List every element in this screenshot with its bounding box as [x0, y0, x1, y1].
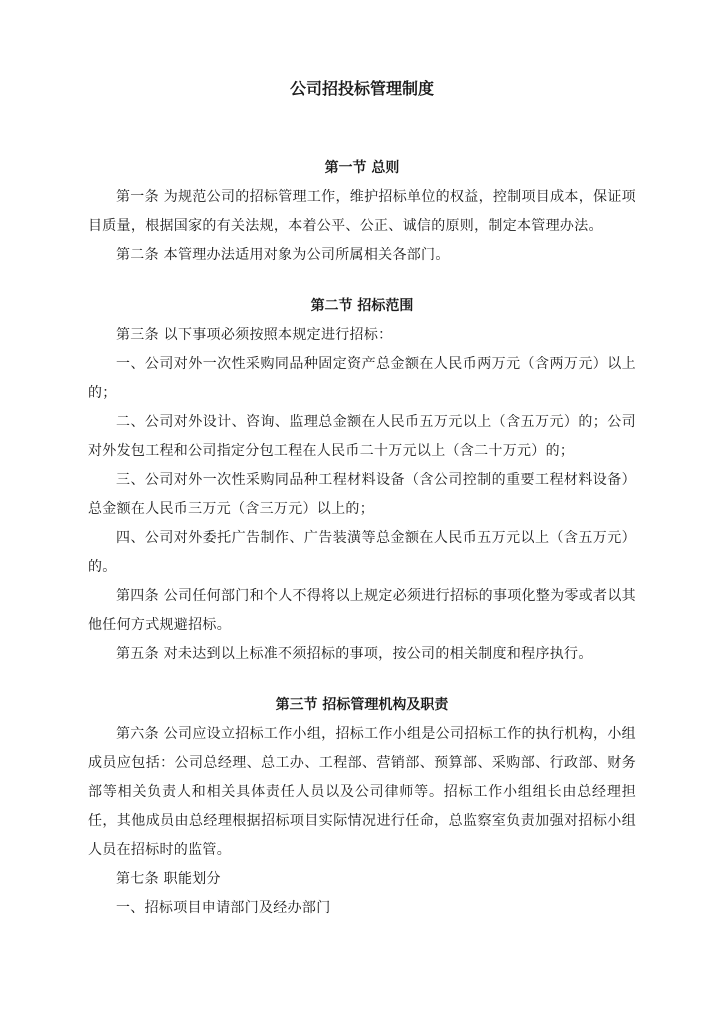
paragraph: 第六条 公司应设立招标工作小组，招标工作小组是公司招标工作的执行机构，小组成员应包括：公司总经理、总工办、工程部、营销部、预算部、采购部、行政部、财务部等相关负责人和相关具体责任人员以及公司律师等。招标工作小组组长由总经理担任，其他成员由总经理根据招标项目实际情况进行任命，总监察室负责加强对招标小组人员在招标时的监管。: [88, 726, 636, 858]
section-general: [88, 154, 636, 270]
document-title: 公司招投标管理制度: [289, 79, 434, 98]
paragraph: 第七条 职能划分: [116, 871, 221, 887]
section-heading: 第一节 总则: [324, 160, 400, 176]
paragraph: 三、公司对外一次性采购同品种工程材料设备（含公司控制的重要工程材料设备）总金额在人民币三万元（含三万元）以上的；: [88, 472, 636, 517]
paragraph: 第二条 本管理办法适用对象为公司所属相关各部门。: [116, 247, 450, 263]
paragraph: 四、公司对外委托广告制作、广告装潢等总金额在人民币五万元以上（含五万元）的。: [88, 530, 636, 575]
section-heading: 第三节 招标管理机构及职责: [275, 697, 449, 713]
paragraph: 第五条 对未达到以上标准不须招标的事项，按公司的相关制度和程序执行。: [116, 646, 593, 662]
section-organization: [88, 691, 636, 923]
paragraph: 一、公司对外一次性采购同品种固定资产总金额在人民币两万元（含两万元）以上的；: [88, 356, 636, 401]
paragraph: 第三条 以下事项必须按照本规定进行招标：: [116, 327, 393, 343]
paragraph: 二、公司对外设计、咨询、监理总金额在人民币五万元以上（含五万元）的；公司对外发包工程和公司指定分包工程在人民币二十万元以上（含二十万元）的；: [88, 414, 636, 459]
paragraph: 第一条 为规范公司的招标管理工作，维护招标单位的权益，控制项目成本，保证项目质量，根据国家的有关法规，本着公平、公正、诚信的原则，制定本管理办法。: [88, 189, 636, 234]
paragraph: 第四条 公司任何部门和个人不得将以上规定必须进行招标的事项化整为零或者以其他任何方式规避招标。: [88, 588, 636, 633]
paragraph: 一、招标项目申请部门及经办部门: [116, 900, 331, 916]
section-scope: [88, 292, 636, 669]
section-heading: 第二节 招标范围: [310, 298, 414, 314]
